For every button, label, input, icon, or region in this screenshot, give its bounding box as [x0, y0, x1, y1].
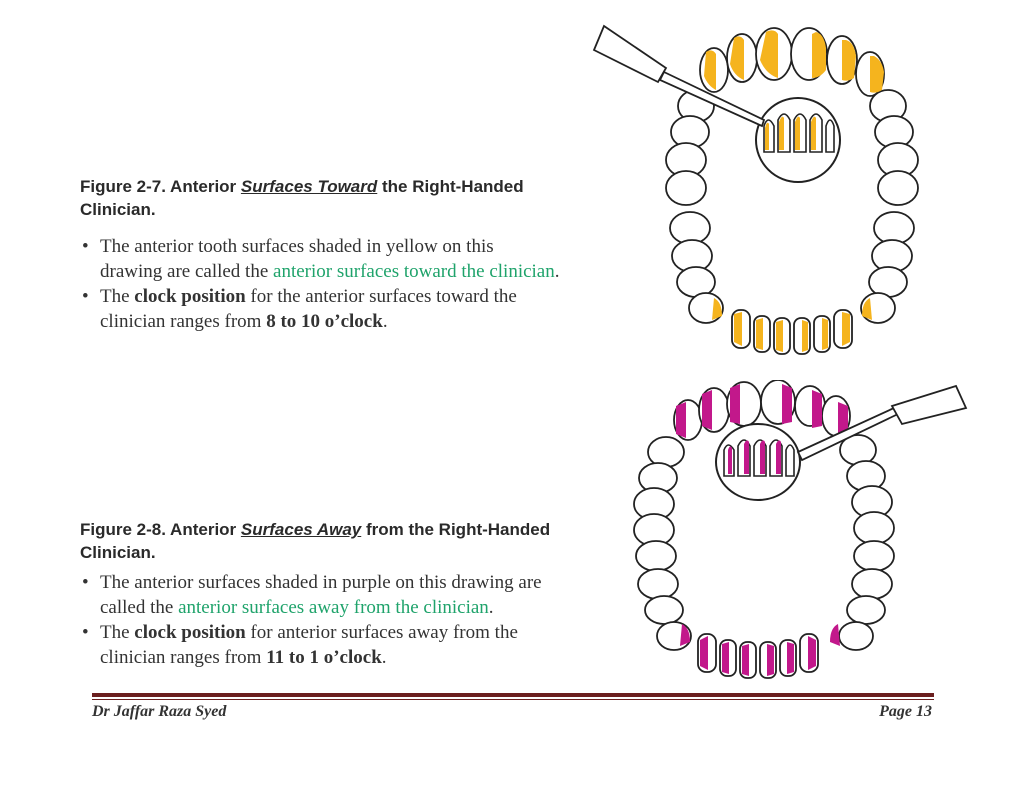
- figure-2-8-bullets: [80, 570, 570, 670]
- dental-arch-diagram-away: [626, 380, 972, 682]
- clock-position-label: clock position: [134, 622, 246, 643]
- footer-rule-thin: [92, 699, 934, 700]
- bullet-text: The anterior tooth surfaces shaded in yellow on this drawing are called the: [100, 236, 494, 282]
- figure-2-8-title-emphasis: Surfaces Away: [240, 520, 362, 539]
- figure-2-7-bullet-2: [80, 284, 560, 334]
- bullet-text: for the anterior surfaces toward the clinician ranges from: [100, 286, 517, 332]
- dental-arch-diagram-toward: [584, 20, 944, 360]
- lower-arch: [670, 212, 914, 354]
- lower-arch: [636, 541, 894, 678]
- figure-2-8-bullet-1: [80, 570, 570, 620]
- figure-2-8-bullet-2: [80, 620, 570, 670]
- footer-author: Dr Jaffar Raza Syed: [92, 703, 227, 720]
- figure-2-7-title-prefix: Figure 2-7. Anterior: [80, 177, 241, 196]
- footer-page-number: Page 13: [879, 703, 932, 720]
- figure-2-8-title-suffix: from the Right-Handed Clinician.: [80, 520, 551, 562]
- magnified-inset: [756, 98, 840, 182]
- figure-2-7-title-emphasis: Surfaces Toward: [240, 177, 378, 196]
- bullet-text: The: [100, 286, 135, 307]
- bullet-text: .: [382, 311, 388, 332]
- magnified-inset: [716, 424, 800, 500]
- figure-2-7-title: [80, 175, 580, 221]
- footer-rule: [92, 693, 934, 697]
- clock-range-toward: 8 to 10 o’clock: [266, 311, 383, 332]
- figure-2-7-bullet-1: [80, 234, 560, 284]
- figure-2-7-bullets: [80, 234, 560, 334]
- bullet-text: The anterior surfaces shaded in purple on this drawing are called the: [100, 572, 542, 618]
- bullet-text: .: [488, 597, 494, 618]
- bullet-text: The: [100, 622, 135, 643]
- bullet-text: .: [554, 261, 560, 282]
- figure-2-7-title-suffix: the Right-Handed Clinician.: [80, 177, 524, 219]
- bullet-text: .: [381, 647, 387, 668]
- clock-range-away: 11 to 1 o’clock: [266, 647, 382, 668]
- clock-position-label: clock position: [134, 286, 246, 307]
- bullet-text: for anterior surfaces away from the clinician ranges from: [100, 622, 518, 668]
- term-surfaces-toward: anterior surfaces toward the clinician: [273, 261, 555, 282]
- figure-2-8-title: [80, 518, 580, 564]
- figure-2-8-title-prefix: Figure 2-8. Anterior: [80, 520, 241, 539]
- term-surfaces-away: anterior surfaces away from the clinician: [178, 597, 489, 618]
